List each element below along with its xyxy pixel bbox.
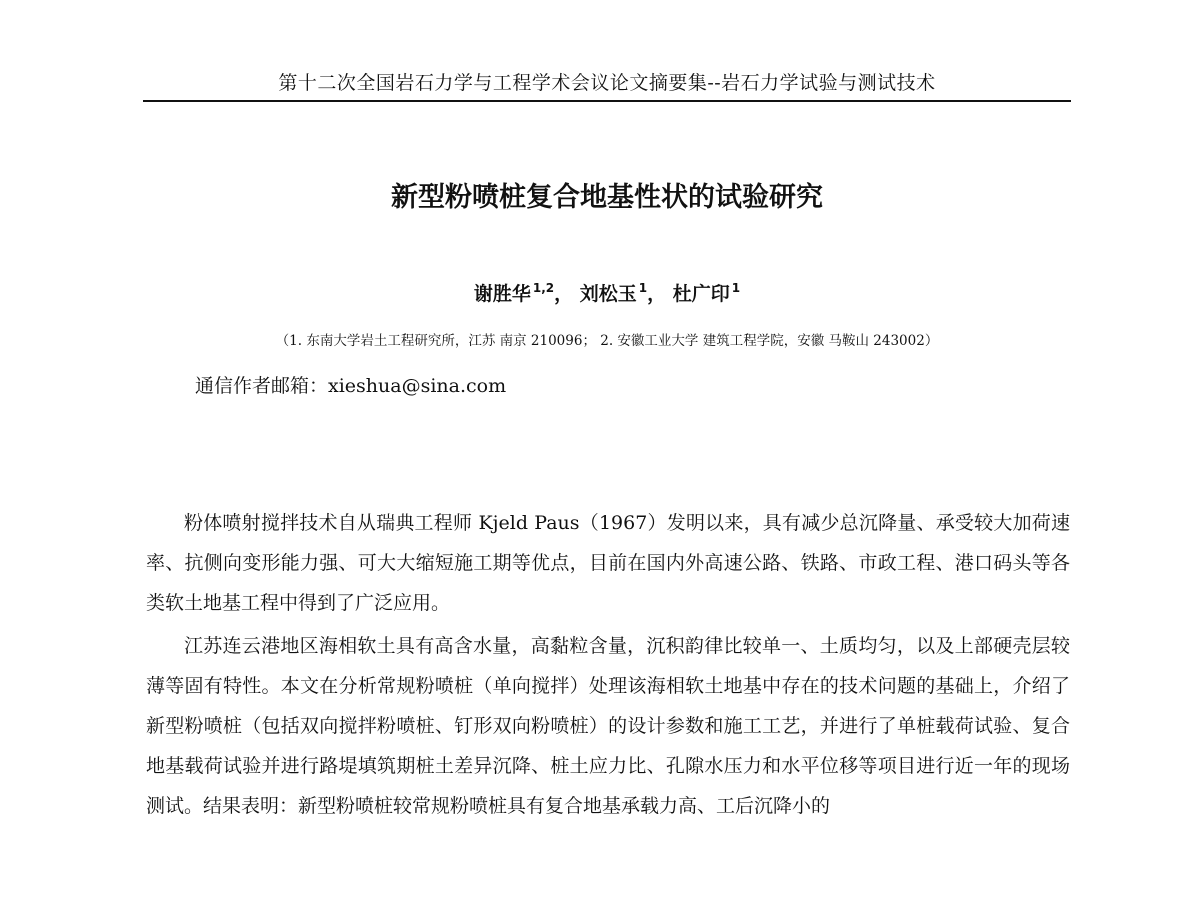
- body-text: [146, 503, 1070, 829]
- author-affiliation-mark: 1,2: [532, 281, 555, 295]
- author-separator: ，: [647, 283, 667, 305]
- contact-line: [195, 371, 506, 401]
- author-name: 谢胜华: [473, 283, 531, 305]
- author-affiliation-mark: 1: [638, 281, 648, 295]
- author-affiliation-mark: 1: [731, 281, 741, 295]
- body-paragraph: 江苏连云港地区海相软土具有高含水量，高黏粒含量，沉积韵律比较单一、土质均匀，以及上部硬壳层较薄等固有特性。本文在分析常规粉喷桩（单向搅拌）处理该海相软土地基中存在的技术问题的基础上，介绍了新型粉喷桩（包括双向搅拌粉喷桩、钉形双向粉喷桩）的设计参数和施工工艺，并进行了单桩载荷试验、复合地基载荷试验并进行路堤填筑期桩土差异沉降、桩土应力比、孔隙水压力和水平位移等项目进行近一年的现场测试。结果表明：新型粉喷桩较常规粉喷桩具有复合地基承载力高、工后沉降小的: [146, 635, 1070, 817]
- paper-title: 新型粉喷桩复合地基性状的试验研究: [391, 182, 823, 213]
- affiliations: （1. 东南大学岩土工程研究所，江苏 南京 210096； 2. 安徽工业大学 建筑工程学院，安徽 马鞍山 243002）: [275, 333, 939, 349]
- running-header: 第十二次全国岩石力学与工程学术会议论文摘要集--岩石力学试验与测试技术: [278, 72, 936, 94]
- author-separator: ，: [554, 283, 574, 305]
- author-name: 刘松玉: [579, 283, 637, 305]
- author-list: [143, 279, 1071, 309]
- contact-label: 通信作者邮箱：: [195, 375, 329, 397]
- body-paragraph: 粉体喷射搅拌技术自从瑞典工程师 Kjeld Paus（1967）发明以来，具有减少总沉降量、承受较大加荷速率、抗侧向变形能力强、可大大缩短施工期等优点，目前在国内外高速公路、铁路、市政工程、港口码头等各类软土地基工程中得到了广泛应用。: [146, 512, 1070, 614]
- author-name: 杜广印: [672, 283, 730, 305]
- header-rule: [143, 100, 1071, 102]
- contact-email: xieshua@sina.com: [328, 375, 507, 397]
